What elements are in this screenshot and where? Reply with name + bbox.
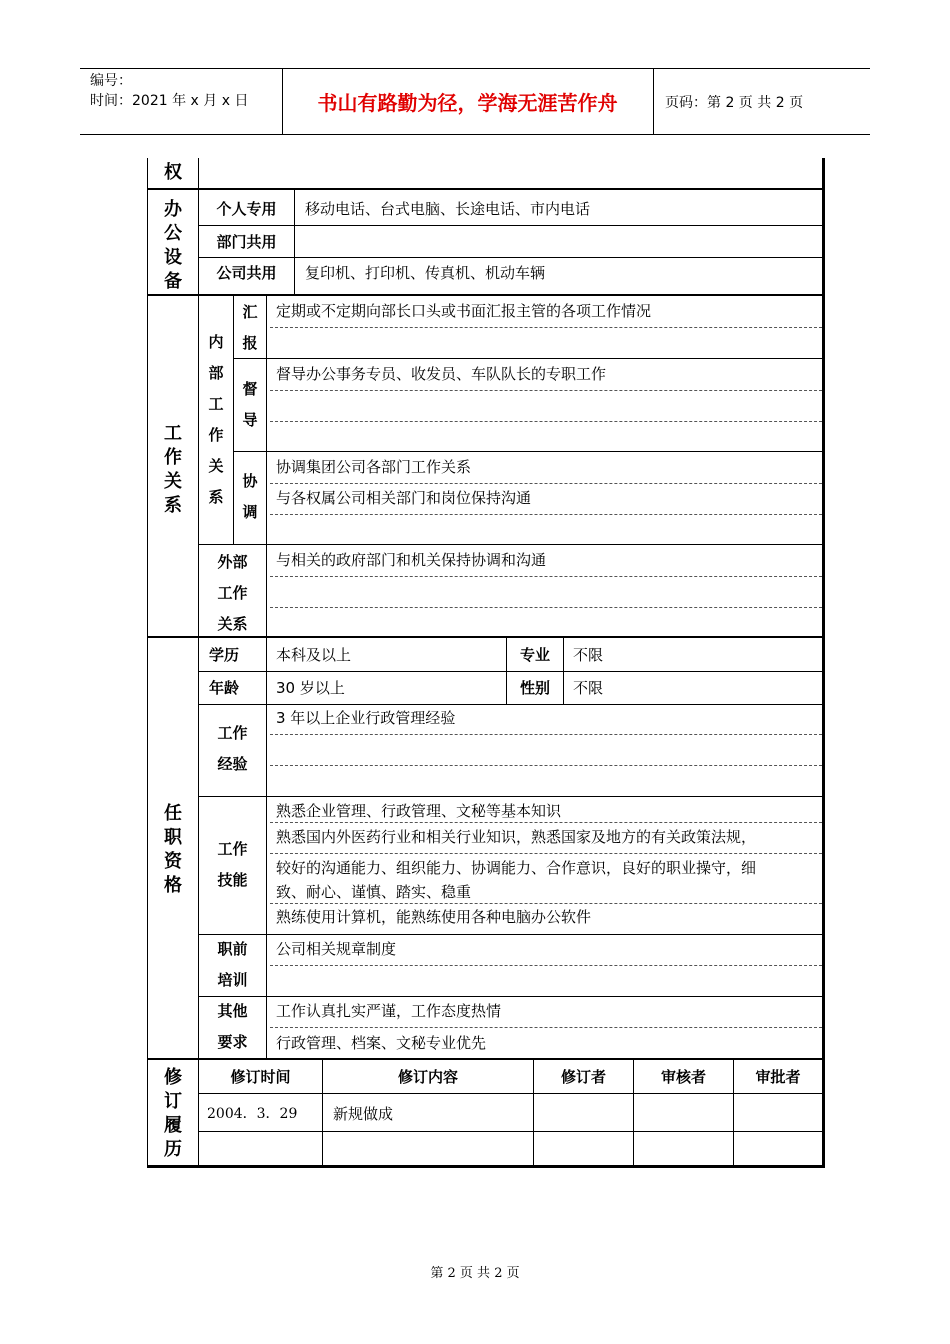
doc-number-label: 编号：	[90, 73, 132, 89]
skills-line: 熟悉国内外医药行业和相关行业知识，熟悉国家及地方的有关政策法规，	[276, 828, 757, 846]
dashed-rule	[270, 1027, 822, 1028]
row-divider	[198, 225, 822, 226]
form-border-right	[822, 158, 825, 1168]
report-line: 定期或不定期向部长口头或书面汇报主管的各项工作情况	[276, 302, 652, 320]
coordinate-line: 与各权属公司相关部门和岗位保持沟通	[276, 489, 532, 507]
gender-value: 不限	[573, 679, 604, 697]
dashed-rule	[270, 483, 822, 484]
dashed-rule	[270, 390, 822, 391]
company-use-value: 复印机、打印机、传真机、机动车辆	[305, 264, 546, 282]
supervise-label: 督 导	[242, 380, 258, 429]
age-value: 30 岁以上	[276, 679, 345, 697]
form-border-bottom	[147, 1165, 825, 1168]
revision-column-header: 修订内容	[397, 1068, 458, 1086]
dashed-rule	[270, 607, 822, 608]
revision-column-header: 修订时间	[230, 1068, 291, 1086]
row-divider	[198, 671, 822, 672]
dashed-rule	[270, 965, 822, 966]
education-label: 学历	[208, 646, 239, 664]
training-label: 职前 培训	[217, 940, 248, 989]
office-equipment-section-label: 办 公 设 备	[164, 199, 182, 292]
header-divider	[653, 68, 654, 134]
work-relations-section-label: 工 作 关 系	[164, 423, 182, 516]
major-value: 不限	[573, 646, 604, 664]
header-bottom-rule	[80, 134, 870, 135]
column-divider	[294, 190, 295, 294]
section-separator	[147, 1058, 822, 1060]
internal-relations-label: 内 部 工 作 关 系	[208, 333, 224, 506]
dashed-rule	[270, 734, 822, 735]
row-divider	[198, 1093, 822, 1094]
personal-use-label: 个人专用	[216, 200, 277, 218]
coordinate-label: 协 调	[242, 472, 258, 521]
column-divider	[266, 296, 267, 636]
external-line: 与相关的政府部门和机关保持协调和沟通	[276, 551, 547, 569]
section-separator	[147, 188, 822, 190]
skills-line: 较好的沟通能力、组织能力、协调能力、合作意识，良好的职业操守，细	[276, 859, 757, 877]
age-label: 年龄	[208, 679, 239, 697]
dashed-rule	[270, 514, 822, 515]
company-use-label: 公司共用	[216, 264, 277, 282]
dashed-rule	[270, 765, 822, 766]
column-divider	[266, 638, 267, 1058]
revision-content: 新规做成	[333, 1105, 394, 1123]
dashed-rule	[270, 822, 822, 823]
dashed-rule	[270, 421, 822, 422]
page-number-label: 页码：第 2 页 共 2 页	[665, 95, 804, 111]
row-divider	[198, 257, 822, 258]
dashed-rule	[270, 853, 822, 854]
row-divider	[198, 704, 822, 705]
experience-label: 工作 经验	[217, 724, 248, 773]
doc-time-label: 时间：2021 年 x 月 x 日	[90, 93, 249, 109]
column-divider	[233, 296, 234, 544]
header-motto: 书山有路勤为径，学海无涯苦作舟	[317, 91, 618, 115]
gender-label: 性别	[519, 679, 550, 697]
report-label: 汇 报	[242, 303, 258, 352]
dashed-rule	[270, 327, 822, 328]
revision-column-header: 审核者	[660, 1068, 706, 1086]
other-requirements-line: 工作认真扎实严谨，工作态度热情	[276, 1002, 502, 1020]
qualification-section-label: 任 职 资 格	[164, 803, 182, 896]
major-label: 专业	[519, 646, 550, 664]
row-divider	[198, 996, 822, 997]
department-use-label: 部门共用	[216, 233, 277, 251]
experience-line: 3 年以上企业行政管理经验	[276, 709, 456, 727]
skills-line: 致、耐心、谨慎、踏实、稳重	[276, 883, 472, 901]
education-value: 本科及以上	[276, 646, 352, 664]
row-divider	[198, 1131, 822, 1132]
row-divider	[233, 358, 822, 359]
training-line: 公司相关规章制度	[276, 940, 397, 958]
row-divider	[198, 544, 822, 545]
supervise-line: 督导办公事务专员、收发员、车队队长的专职工作	[276, 365, 607, 383]
section-separator	[147, 294, 822, 296]
page-footer: 第 2 页 共 2 页	[430, 1266, 520, 1281]
revision-date: 2004．3．29	[207, 1106, 298, 1122]
header-top-rule	[80, 68, 870, 69]
authority-label: 权	[164, 162, 182, 183]
personal-use-value: 移动电话、台式电脑、长途电话、市内电话	[305, 200, 591, 218]
dashed-rule	[270, 903, 822, 904]
skills-label: 工作 技能	[217, 840, 248, 889]
skills-line: 熟练使用计算机，能熟练使用各种电脑办公软件	[276, 908, 592, 926]
skills-line: 熟悉企业管理、行政管理、文秘等基本知识	[276, 802, 562, 820]
dashed-rule	[270, 576, 822, 577]
other-requirements-line: 行政管理、档案、文秘专业优先	[276, 1034, 487, 1052]
row-divider	[198, 796, 822, 797]
revision-history-section-label: 修 订 履 历	[164, 1067, 182, 1160]
coordinate-line: 协调集团公司各部门工作关系	[276, 458, 472, 476]
external-relations-label: 外部 工作 关系	[217, 553, 248, 633]
row-divider	[198, 934, 822, 935]
form-border-left	[147, 158, 148, 1168]
revision-column-header: 修订者	[560, 1068, 606, 1086]
revision-column-header: 审批者	[755, 1068, 801, 1086]
other-requirements-label: 其他 要求	[217, 1002, 248, 1051]
row-divider	[233, 451, 822, 452]
